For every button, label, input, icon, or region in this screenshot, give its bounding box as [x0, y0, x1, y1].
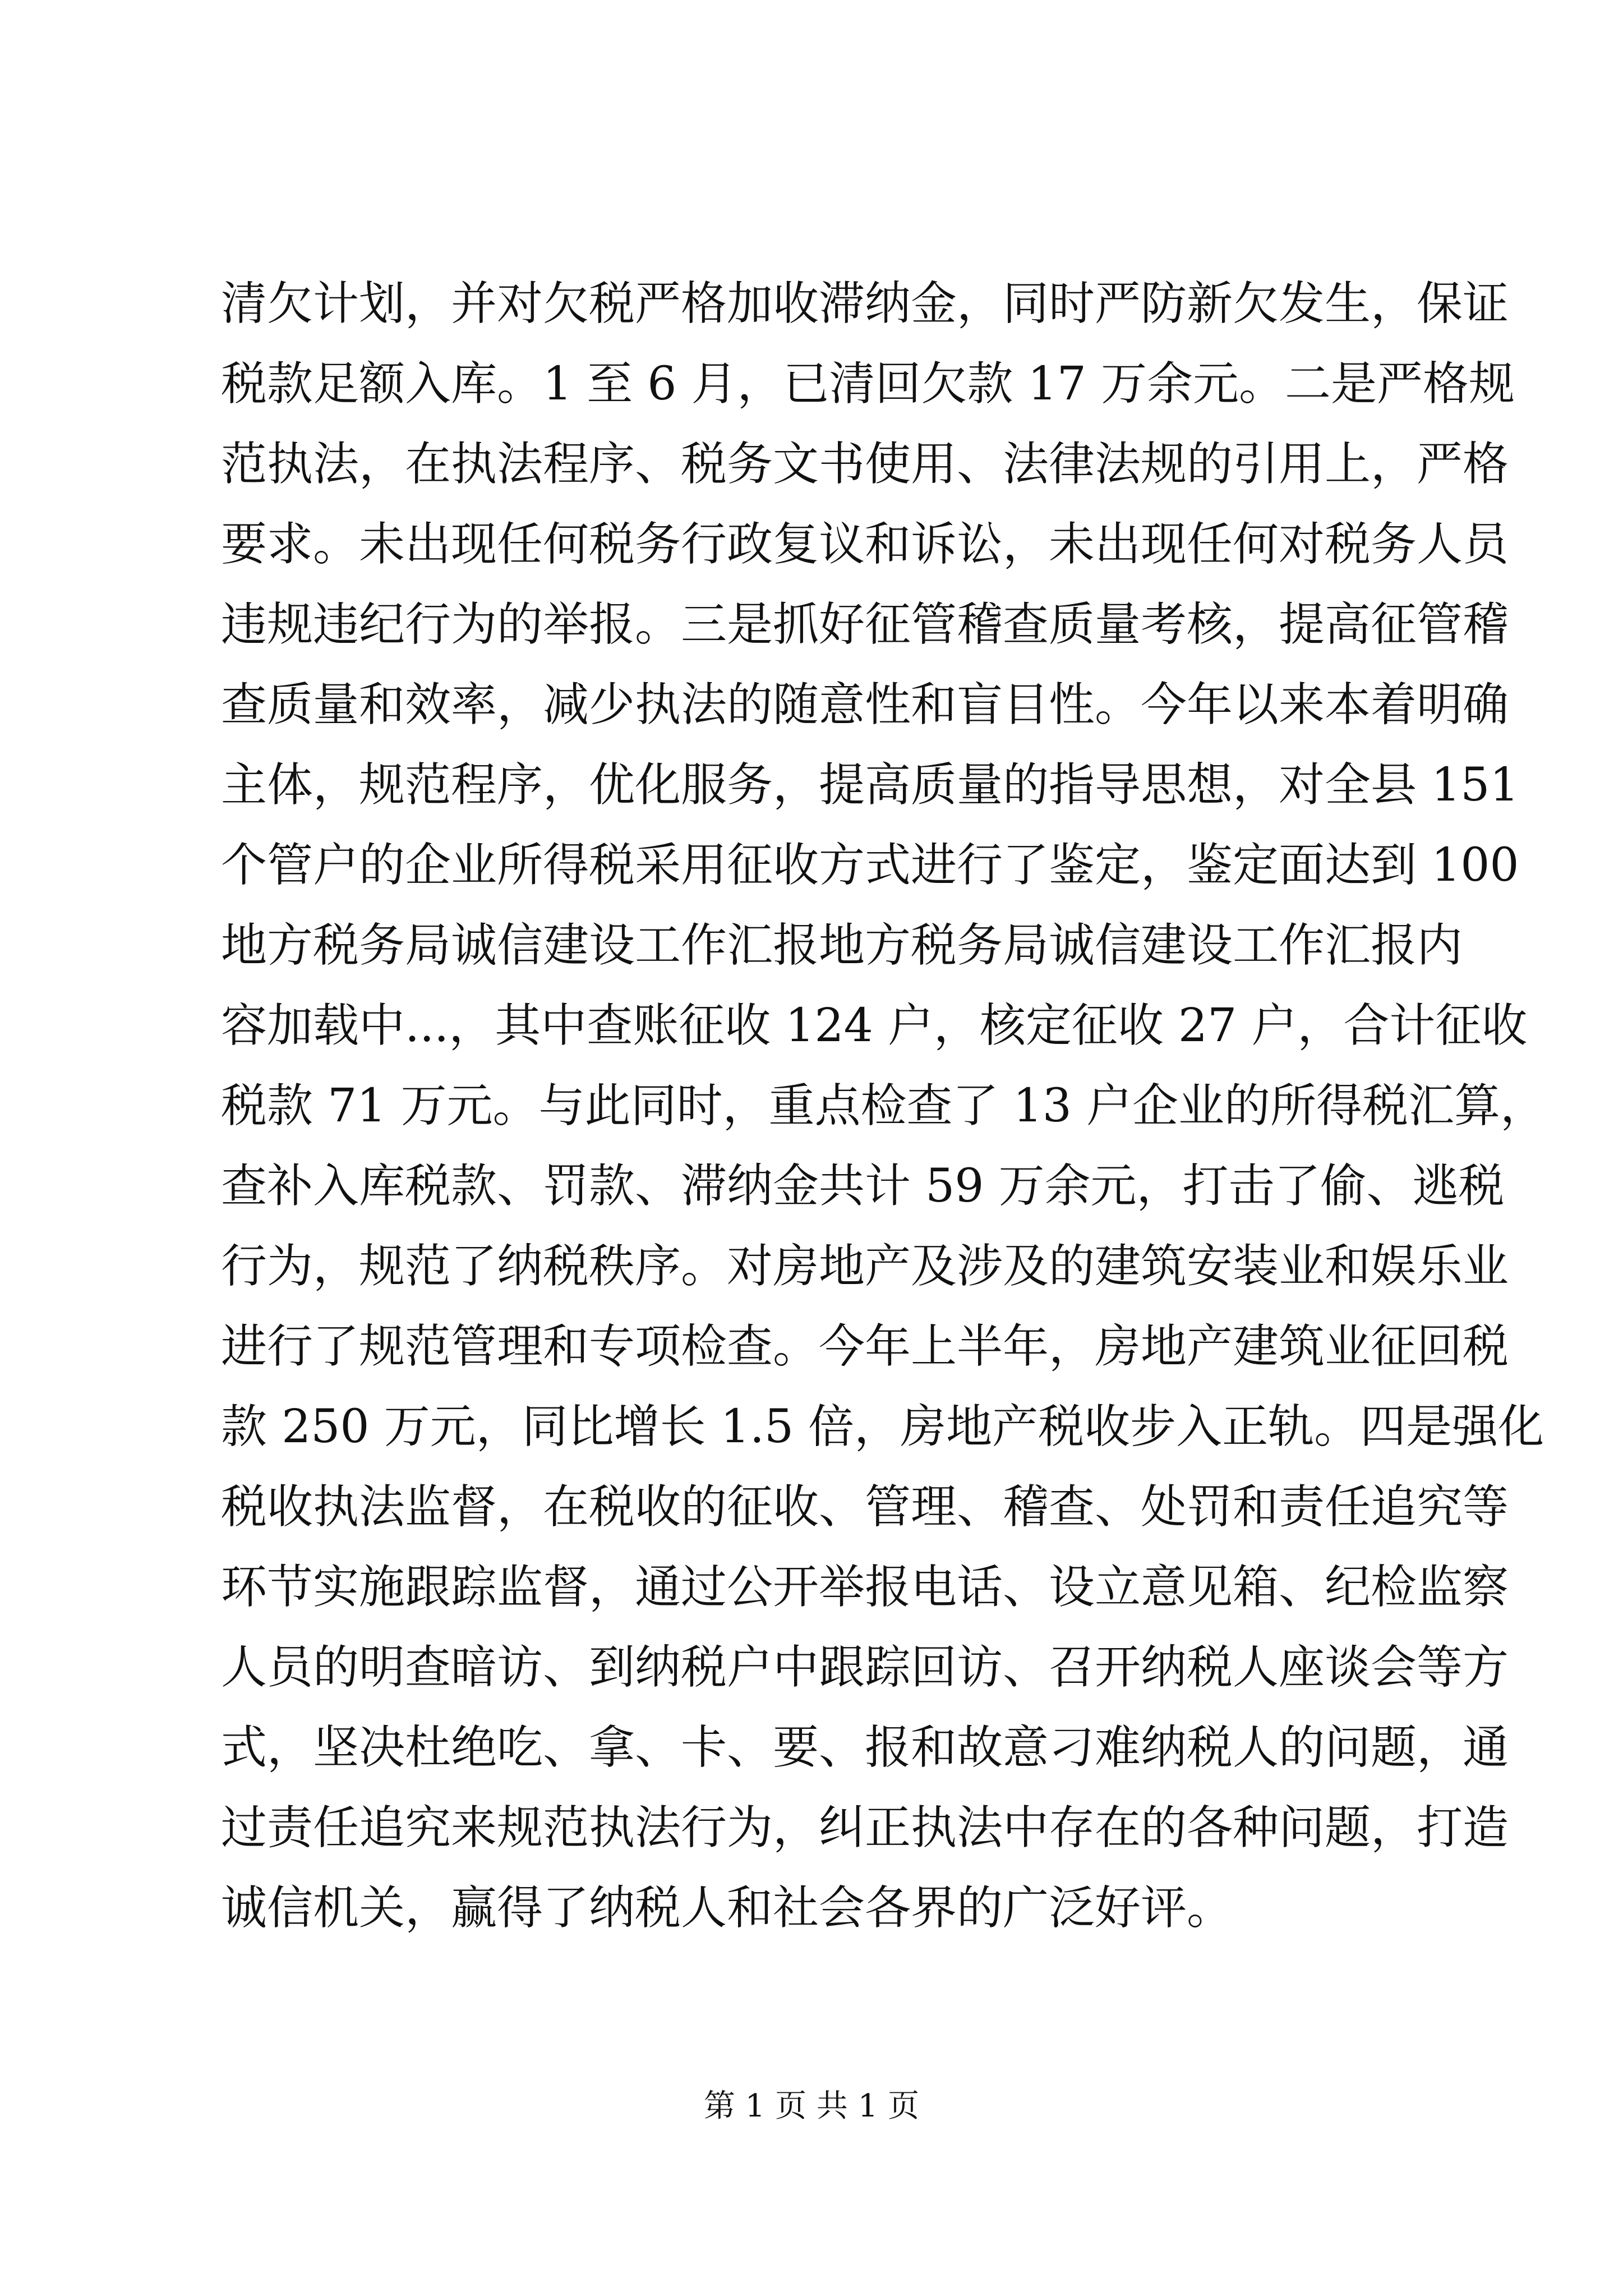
text-line: 式，坚决杜绝吃、拿、卡、要、报和故意刁难纳税人的问题，通	[221, 1721, 1509, 1774]
text-line: 诚信机关，赢得了纳税人和社会各界的广泛好评。	[221, 1881, 1233, 1935]
text-line: 税款足额入库。1 至 6 月，已清回欠款 17 万余元。二是严格规	[221, 357, 1515, 411]
text-line: 税收执法监督，在税收的征收、管理、稽查、处罚和责任追究等	[221, 1480, 1509, 1534]
text-line: 款 250 万元，同比增长 1.5 倍，房地产税收步入正轨。四是强化	[221, 1400, 1544, 1453]
text-line: 税款 71 万元。与此同时，重点检查了 13 户企业的所得税汇算，	[221, 1079, 1546, 1133]
text-line: 查质量和效率，减少执法的随意性和盲目性。今年以来本着明确	[221, 678, 1509, 731]
text-line: 进行了规范管理和专项检查。今年上半年，房地产建筑业征回税	[221, 1320, 1509, 1373]
text-line: 清欠计划，并对欠税严格加收滞纳金，同时严防新欠发生，保证	[221, 277, 1509, 330]
text-line: 环节实施跟踪监督，通过公开举报电话、设立意见箱、纪检监察	[221, 1561, 1509, 1614]
text-line: 违规违纪行为的举报。三是抓好征管稽查质量考核，提高征管稽	[221, 598, 1509, 651]
text-line: 行为，规范了纳税秩序。对房地产及涉及的建筑安装业和娱乐业	[221, 1240, 1509, 1293]
text-line: 容加载中...，其中查账征收 124 户，核定征收 27 户，合计征收	[221, 999, 1528, 1052]
text-line: 过责任追究来规范执法行为，纠正执法中存在的各种问题，打造	[221, 1801, 1509, 1855]
text-line: 人员的明查暗访、到纳税户中跟踪回访、召开纳税人座谈会等方	[221, 1641, 1509, 1694]
body-text	[221, 264, 1546, 1948]
text-line: 查补入库税款、罚款、滞纳金共计 59 万余元，打击了偷、逃税	[221, 1159, 1505, 1213]
page-number-footer: 第 1 页 共 1 页	[703, 2088, 920, 2124]
text-line: 要求。未出现任何税务行政复议和诉讼，未出现任何对税务人员	[221, 518, 1509, 571]
text-line: 个管户的企业所得税采用征收方式进行了鉴定，鉴定面达到 100	[221, 839, 1519, 892]
text-line: 地方税务局诚信建设工作汇报地方税务局诚信建设工作汇报内	[221, 919, 1463, 972]
text-line: 主体，规范程序，优化服务，提高质量的指导思想，对全县 151	[221, 758, 1519, 812]
text-line: 范执法，在执法程序、税务文书使用、法律法规的引用上，严格	[221, 438, 1509, 491]
